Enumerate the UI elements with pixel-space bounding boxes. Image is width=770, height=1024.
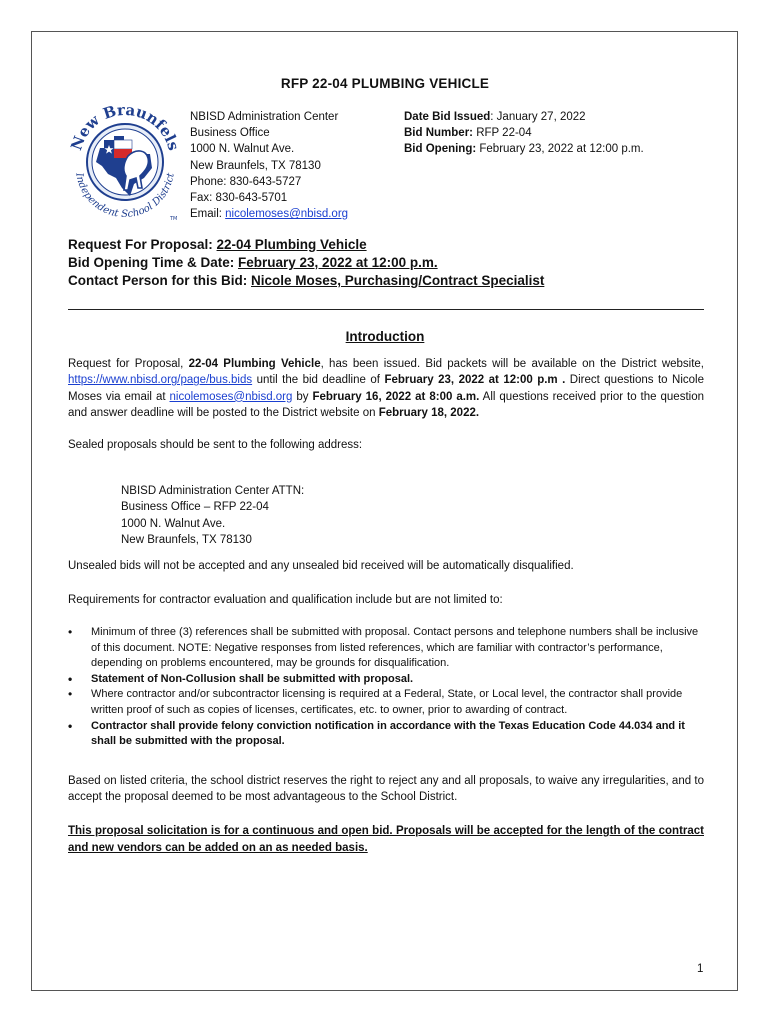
svg-text:Independent School District: Independent School District <box>73 172 177 221</box>
contact-line: 1000 N. Walnut Ave. <box>190 143 295 156</box>
text-run-bold: February 16, 2022 at 8:00 a.m. <box>312 390 480 403</box>
contact-line: Business Office <box>190 127 270 140</box>
email-link[interactable]: nicolemoses@nbisd.org <box>169 390 293 403</box>
page-number: 1 <box>697 963 704 975</box>
criteria-paragraph: Based on listed criteria, the school district reserves the right to reject any and all proposals, to waive any irregularities, and to accept the proposal deemed to be most advantageous to the School District. <box>68 775 704 804</box>
continuous-bid-notice: This proposal solicitation is for a continuous and open bid. Proposals will be accepted for the length of the contract and new vendors can be added on an as needed basis. <box>68 825 704 854</box>
bid-issued-value: : January 27, 2022 <box>490 111 586 123</box>
svg-text:TM: TM <box>170 216 178 222</box>
rfp-contact-label: Contact Person for this Bid: <box>68 273 252 288</box>
district-seal-icon <box>66 96 184 230</box>
list-item: • Contractor shall provide felony conviction notification in accordance with the Texas Education Code 44.034 and it shall be submitted with the proposal. <box>68 719 704 750</box>
contact-block <box>190 109 348 222</box>
rfp-proposal-label: Request For Proposal: <box>68 237 217 252</box>
bids-url-link[interactable]: https://www.nbisd.org/page/bus.bids <box>68 374 253 387</box>
contact-fax: Fax: 830-643-5701 <box>190 192 288 205</box>
bid-opening-label: Bid Opening: <box>404 143 477 156</box>
text-run: Request for Proposal, <box>68 358 189 370</box>
text-run: by <box>292 390 313 403</box>
contact-phone: Phone: 830-643-5727 <box>190 175 302 188</box>
text-run: , has been issued. Bid packets will be available on the District website, <box>320 358 705 370</box>
bid-opening-value: February 23, 2022 at 12:00 p.m. <box>476 143 644 156</box>
document-title: RFP 22-04 PLUMBING VEHICLE <box>280 76 490 91</box>
list-item: • Where contractor and/or subcontractor licensing is required at a Federal, State, or Local level, the contractor shall provide written proof of such as copies of licenses, certificates, etc. to owner, prior to awarding of contract. <box>68 687 704 718</box>
introduction-heading: Introduction <box>345 329 425 344</box>
intro-paragraph <box>68 356 704 421</box>
bid-number <box>404 125 644 141</box>
rfp-contact-value: Nicole Moses, Purchasing/Contract Specialist <box>251 273 545 288</box>
bid-info-block <box>404 109 644 158</box>
sealed-proposals-text: Sealed proposals should be sent to the following address: <box>68 439 363 451</box>
contact-line: New Braunfels, TX 78130 <box>190 159 321 172</box>
rfp-summary <box>68 236 544 290</box>
address-line: NBISD Administration Center ATTN: <box>121 485 305 497</box>
rfp-proposal-line <box>68 236 544 254</box>
requirements-list <box>68 625 704 750</box>
text-run: until the bid deadline of <box>252 374 385 387</box>
rfp-opening-value: February 23, 2022 at 12:00 p.m. <box>238 255 438 270</box>
bid-number-label: Bid Number: <box>404 127 473 140</box>
text-run-bold: February 18, 2022. <box>378 406 480 419</box>
list-item: • Minimum of three (3) references shall be submitted with proposal. Contact persons and telephone numbers shall be inclusive of this document. NOTE: Negative responses from listed references, which are familiar with contractor’s performance, depending on problems encountered, may be grounds for disqualification. <box>68 625 704 672</box>
mailing-address <box>121 483 304 548</box>
unsealed-bids-text: Unsealed bids will not be accepted and any unsealed bid received will be automatically disqualified. <box>68 560 574 572</box>
rfp-opening-label: Bid Opening Time & Date: <box>68 255 239 270</box>
email-label: Email: <box>190 208 226 221</box>
rfp-proposal-value: 22-04 Plumbing Vehicle <box>216 237 367 252</box>
address-line: Business Office – RFP 22-04 <box>121 501 269 514</box>
text-run-bold: February 23, 2022 at 12:00 p.m . <box>384 374 566 387</box>
bid-issued <box>404 109 644 125</box>
text-run-bold: 22-04 Plumbing Vehicle <box>188 358 321 370</box>
address-line: 1000 N. Walnut Ave. <box>121 517 226 530</box>
bid-number-value: RFP 22-04 <box>473 127 532 140</box>
bid-opening <box>404 141 644 157</box>
section-divider <box>68 309 704 310</box>
requirements-intro: Requirements for contractor evaluation and qualification include but are not limited to: <box>68 594 503 606</box>
text-run: All questions received prior to the question and answer deadline will be posted to the District website on <box>68 390 704 419</box>
email-link[interactable]: nicolemoses@nbisd.org <box>225 208 349 221</box>
contact-email-line <box>190 206 348 222</box>
list-item: • Statement of Non-Collusion shall be submitted with proposal. <box>68 672 704 688</box>
address-line: New Braunfels, TX 78130 <box>121 533 252 546</box>
rfp-contact-line <box>68 272 544 290</box>
text-run: Direct questions to Nicole Moses via email at <box>68 374 704 403</box>
contact-line: NBISD Administration Center <box>190 111 339 123</box>
district-logo <box>66 96 184 230</box>
svg-text:New Braunfels: New Braunfels <box>67 100 183 153</box>
rfp-opening-line <box>68 254 544 272</box>
bid-issued-label: Date Bid Issued <box>404 111 491 123</box>
